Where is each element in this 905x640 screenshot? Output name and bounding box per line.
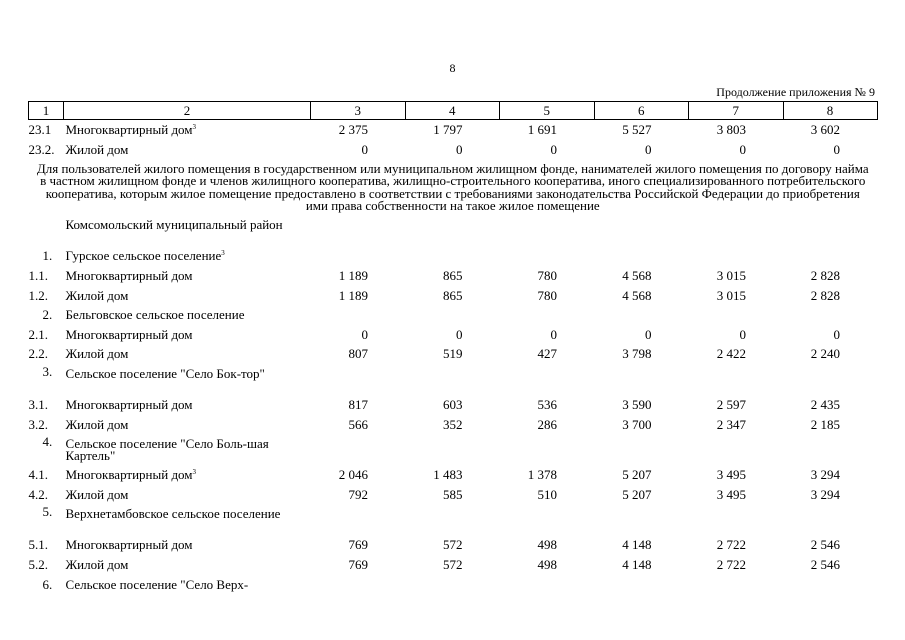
value-col-5: 427 <box>537 346 557 362</box>
value-col-8: 2 828 <box>810 267 840 283</box>
header-col-5: 5 <box>500 102 595 120</box>
row-name <box>64 555 311 575</box>
table-row <box>29 555 878 575</box>
value-col-3: 807 <box>348 346 368 362</box>
header-col-4: 4 <box>405 102 500 120</box>
value-col-3: 566 <box>348 416 368 432</box>
value-col-5: 498 <box>537 556 557 572</box>
header-col-2: 2 <box>64 102 311 120</box>
value-col-7 <box>689 364 784 395</box>
row-name-text: Сельское поселение "Село Боль-шая Картель" <box>65 436 269 463</box>
value-col-7: 3 015 <box>716 287 746 303</box>
value-col-5: 780 <box>537 267 557 283</box>
value-col-6 <box>594 434 689 465</box>
appendix-continuation-label: Продолжение приложения № 9 <box>716 85 875 99</box>
value-col-6: 0 <box>645 141 652 157</box>
value-col-8: 2 546 <box>810 537 840 553</box>
table-row <box>29 434 878 465</box>
value-col-4 <box>405 215 500 246</box>
value-col-4 <box>405 246 500 266</box>
value-col-8: 2 435 <box>810 396 840 412</box>
value-col-6: 3 798 <box>622 346 652 362</box>
row-number: 3.1. <box>28 396 48 412</box>
row-number: 3. <box>42 363 53 379</box>
footnote-mark: 3 <box>192 468 197 477</box>
value-col-4: 352 <box>443 416 463 432</box>
value-col-5: 536 <box>537 396 557 412</box>
row-number: 2.1. <box>28 326 48 342</box>
row-name <box>64 364 311 395</box>
value-col-4: 0 <box>456 326 463 342</box>
row-name <box>64 325 311 345</box>
table-row <box>29 286 878 306</box>
value-col-3: 0 <box>361 326 368 342</box>
table-body <box>29 120 878 595</box>
row-name-text: Жилой дом <box>65 141 129 157</box>
value-col-5 <box>500 305 595 325</box>
value-col-8: 3 294 <box>810 467 840 483</box>
value-col-5 <box>500 215 595 246</box>
row-name-text: Сельское поселение "Село Бок-тор" <box>65 365 265 381</box>
row-name-text: Многоквартирный дом <box>65 122 193 137</box>
footnote-mark: 3 <box>192 123 197 131</box>
value-col-7 <box>689 215 784 246</box>
value-col-5: 1 691 <box>527 122 557 137</box>
value-col-7: 2 422 <box>716 346 746 362</box>
row-name-text: Многоквартирный дом <box>65 326 193 342</box>
row-name <box>64 535 311 555</box>
value-col-7 <box>689 575 784 595</box>
row-name <box>64 120 311 140</box>
value-col-5 <box>500 434 595 465</box>
value-col-7 <box>689 246 784 266</box>
value-col-8 <box>783 575 877 595</box>
row-name <box>64 215 311 246</box>
value-col-6 <box>594 305 689 325</box>
row-name-text: Жилой дом <box>65 416 129 432</box>
value-col-5: 780 <box>537 287 557 303</box>
value-col-5: 286 <box>537 416 557 432</box>
row-number: 2. <box>42 307 53 323</box>
value-col-8 <box>783 305 877 325</box>
row-number: 4. <box>42 434 53 450</box>
value-col-6 <box>594 504 689 535</box>
value-col-7: 3 015 <box>716 267 746 283</box>
value-col-6: 3 590 <box>622 396 652 412</box>
value-col-8: 2 546 <box>810 556 840 572</box>
value-col-8: 0 <box>833 326 840 342</box>
value-col-4 <box>405 504 500 535</box>
table-row <box>29 344 878 364</box>
value-col-4 <box>405 575 500 595</box>
value-col-5 <box>500 246 595 266</box>
value-col-3 <box>311 215 406 246</box>
value-col-4: 572 <box>443 556 463 572</box>
table-row <box>29 415 878 435</box>
value-col-4: 603 <box>443 396 463 412</box>
row-name-text: Многоквартирный дом <box>65 267 193 283</box>
value-col-8: 2 240 <box>810 346 840 362</box>
value-col-4: 0 <box>456 141 463 157</box>
header-col-3: 3 <box>311 102 406 120</box>
row-name-text: Многоквартирный дом <box>65 537 193 553</box>
value-col-6: 4 148 <box>622 537 652 553</box>
row-number <box>29 215 64 246</box>
value-col-7 <box>689 434 784 465</box>
row-number: 23.2. <box>28 141 55 157</box>
value-col-5 <box>500 575 595 595</box>
table-row <box>29 364 878 395</box>
table-row <box>29 266 878 286</box>
table-row <box>29 140 878 160</box>
value-col-6: 0 <box>645 326 652 342</box>
table-row <box>29 305 878 325</box>
value-col-3 <box>311 434 406 465</box>
row-name-text: Жилой дом <box>65 346 129 362</box>
value-col-5 <box>500 364 595 395</box>
value-col-5: 0 <box>550 326 557 342</box>
value-col-7 <box>689 305 784 325</box>
tariff-table <box>28 101 878 594</box>
value-col-6 <box>594 246 689 266</box>
table-row <box>29 575 878 595</box>
value-col-7: 3 495 <box>716 467 746 483</box>
value-col-7: 3 803 <box>716 122 746 137</box>
value-col-6: 4 568 <box>622 267 652 283</box>
value-col-6: 5 207 <box>622 486 652 502</box>
row-number: 5.2. <box>28 556 48 572</box>
value-col-7: 0 <box>739 326 746 342</box>
table-row <box>29 325 878 345</box>
table-row <box>29 504 878 535</box>
row-name <box>64 305 311 325</box>
value-col-4 <box>405 434 500 465</box>
value-col-8 <box>783 246 877 266</box>
value-col-4: 865 <box>443 287 463 303</box>
table-header-row <box>29 102 878 120</box>
value-col-6 <box>594 575 689 595</box>
row-name <box>64 395 311 415</box>
row-name <box>64 465 311 485</box>
value-col-4: 585 <box>443 486 463 502</box>
value-col-8 <box>783 434 877 465</box>
row-name-text: Жилой дом <box>65 486 129 502</box>
value-col-3: 1 189 <box>338 287 368 303</box>
value-col-7: 0 <box>739 141 746 157</box>
header-col-7: 7 <box>689 102 784 120</box>
row-number: 2.2. <box>28 346 48 362</box>
value-col-8: 2 828 <box>810 287 840 303</box>
row-name <box>64 246 311 266</box>
value-col-4: 865 <box>443 267 463 283</box>
page-number: 8 <box>449 61 456 75</box>
value-col-3: 817 <box>348 396 368 412</box>
row-name <box>64 266 311 286</box>
value-col-6: 5 527 <box>622 122 652 137</box>
row-number: 4.1. <box>28 467 48 483</box>
value-col-6: 4 148 <box>622 556 652 572</box>
value-col-4: 519 <box>443 346 463 362</box>
value-col-3 <box>311 305 406 325</box>
row-name-text: Многоквартирный дом <box>65 467 193 483</box>
value-col-6: 4 568 <box>622 287 652 303</box>
table-row <box>29 535 878 555</box>
header-col-1: 1 <box>29 102 64 120</box>
value-col-3: 2 375 <box>338 122 368 137</box>
value-col-3 <box>311 575 406 595</box>
table-row <box>29 465 878 485</box>
row-name-text: Бельговское сельское поселение <box>65 307 245 323</box>
value-col-6: 5 207 <box>622 467 652 483</box>
value-col-3: 769 <box>348 537 368 553</box>
value-col-8 <box>783 215 877 246</box>
section-heading-row <box>29 159 878 215</box>
row-name <box>64 140 311 160</box>
value-col-3 <box>311 246 406 266</box>
value-col-8 <box>783 364 877 395</box>
row-number: 5.1. <box>28 537 48 553</box>
row-number: 4.2. <box>28 486 48 502</box>
row-number: 23.1 <box>28 122 52 137</box>
header-col-6: 6 <box>594 102 689 120</box>
value-col-3: 792 <box>348 486 368 502</box>
value-col-5: 1 378 <box>527 467 557 483</box>
value-col-8 <box>783 504 877 535</box>
table-row <box>29 215 878 246</box>
table-row <box>29 395 878 415</box>
row-name <box>64 485 311 505</box>
row-name-text: Комсомольский муниципальный район <box>65 217 283 233</box>
row-number: 1.2. <box>28 287 48 303</box>
row-name <box>64 415 311 435</box>
value-col-5 <box>500 504 595 535</box>
row-name-text: Гурское сельское поселение <box>65 248 222 264</box>
row-name-text: Жилой дом <box>65 287 129 303</box>
value-col-4: 1 483 <box>433 467 463 483</box>
footnote-mark: 3 <box>221 249 225 258</box>
value-col-7 <box>689 504 784 535</box>
table-row <box>29 120 878 140</box>
value-col-4: 1 797 <box>433 122 463 137</box>
row-name <box>64 504 311 535</box>
section-heading: Для пользователей жилого помещения в государственном или муниципальном жилищном фонде, нанимателей жилого помещения по договору найма в частном жилищном фонде и членов жилищного кооператива, жилищно-строительного кооператива, иного специализированного потребительского кооператива, которым жилое помещение предоставлено в соответствии с требованиями законодательства Российской Федерации до приобретения ими права собственности на такое жилое помещение <box>36 161 869 214</box>
value-col-7: 3 495 <box>716 486 746 502</box>
value-col-7: 2 722 <box>716 556 746 572</box>
value-col-6 <box>594 215 689 246</box>
value-col-3: 1 189 <box>338 267 368 283</box>
value-col-4: 572 <box>443 537 463 553</box>
value-col-8: 3 294 <box>810 486 840 502</box>
value-col-4 <box>405 364 500 395</box>
row-number: 5. <box>42 504 53 520</box>
row-name <box>64 286 311 306</box>
value-col-4 <box>405 305 500 325</box>
row-number: 6. <box>42 576 53 592</box>
row-name-text: Сельское поселение "Село Верх- <box>65 576 249 592</box>
row-name <box>64 434 311 465</box>
value-col-3 <box>311 504 406 535</box>
value-col-8: 0 <box>833 141 840 157</box>
header-col-8: 8 <box>783 102 877 120</box>
row-number: 3.2. <box>28 416 48 432</box>
value-col-8: 3 602 <box>810 122 840 137</box>
value-col-5: 510 <box>537 486 557 502</box>
value-col-8: 2 185 <box>810 416 840 432</box>
value-col-7: 2 722 <box>716 537 746 553</box>
row-number: 1.1. <box>28 267 48 283</box>
value-col-7: 2 347 <box>716 416 746 432</box>
value-col-3: 769 <box>348 556 368 572</box>
table-row <box>29 246 878 266</box>
value-col-7: 2 597 <box>716 396 746 412</box>
row-name-text: Жилой дом <box>65 556 129 572</box>
value-col-3: 2 046 <box>338 467 368 483</box>
value-col-5: 0 <box>550 141 557 157</box>
table-row <box>29 485 878 505</box>
value-col-3: 0 <box>361 141 368 157</box>
value-col-6 <box>594 364 689 395</box>
row-name <box>64 344 311 364</box>
value-col-3 <box>311 364 406 395</box>
row-name-text: Многоквартирный дом <box>65 396 193 412</box>
row-number: 1. <box>42 248 53 264</box>
value-col-5: 498 <box>537 537 557 553</box>
value-col-6: 3 700 <box>622 416 652 432</box>
row-name-text: Верхнетамбовское сельское поселение <box>65 506 281 522</box>
row-name <box>64 575 311 595</box>
